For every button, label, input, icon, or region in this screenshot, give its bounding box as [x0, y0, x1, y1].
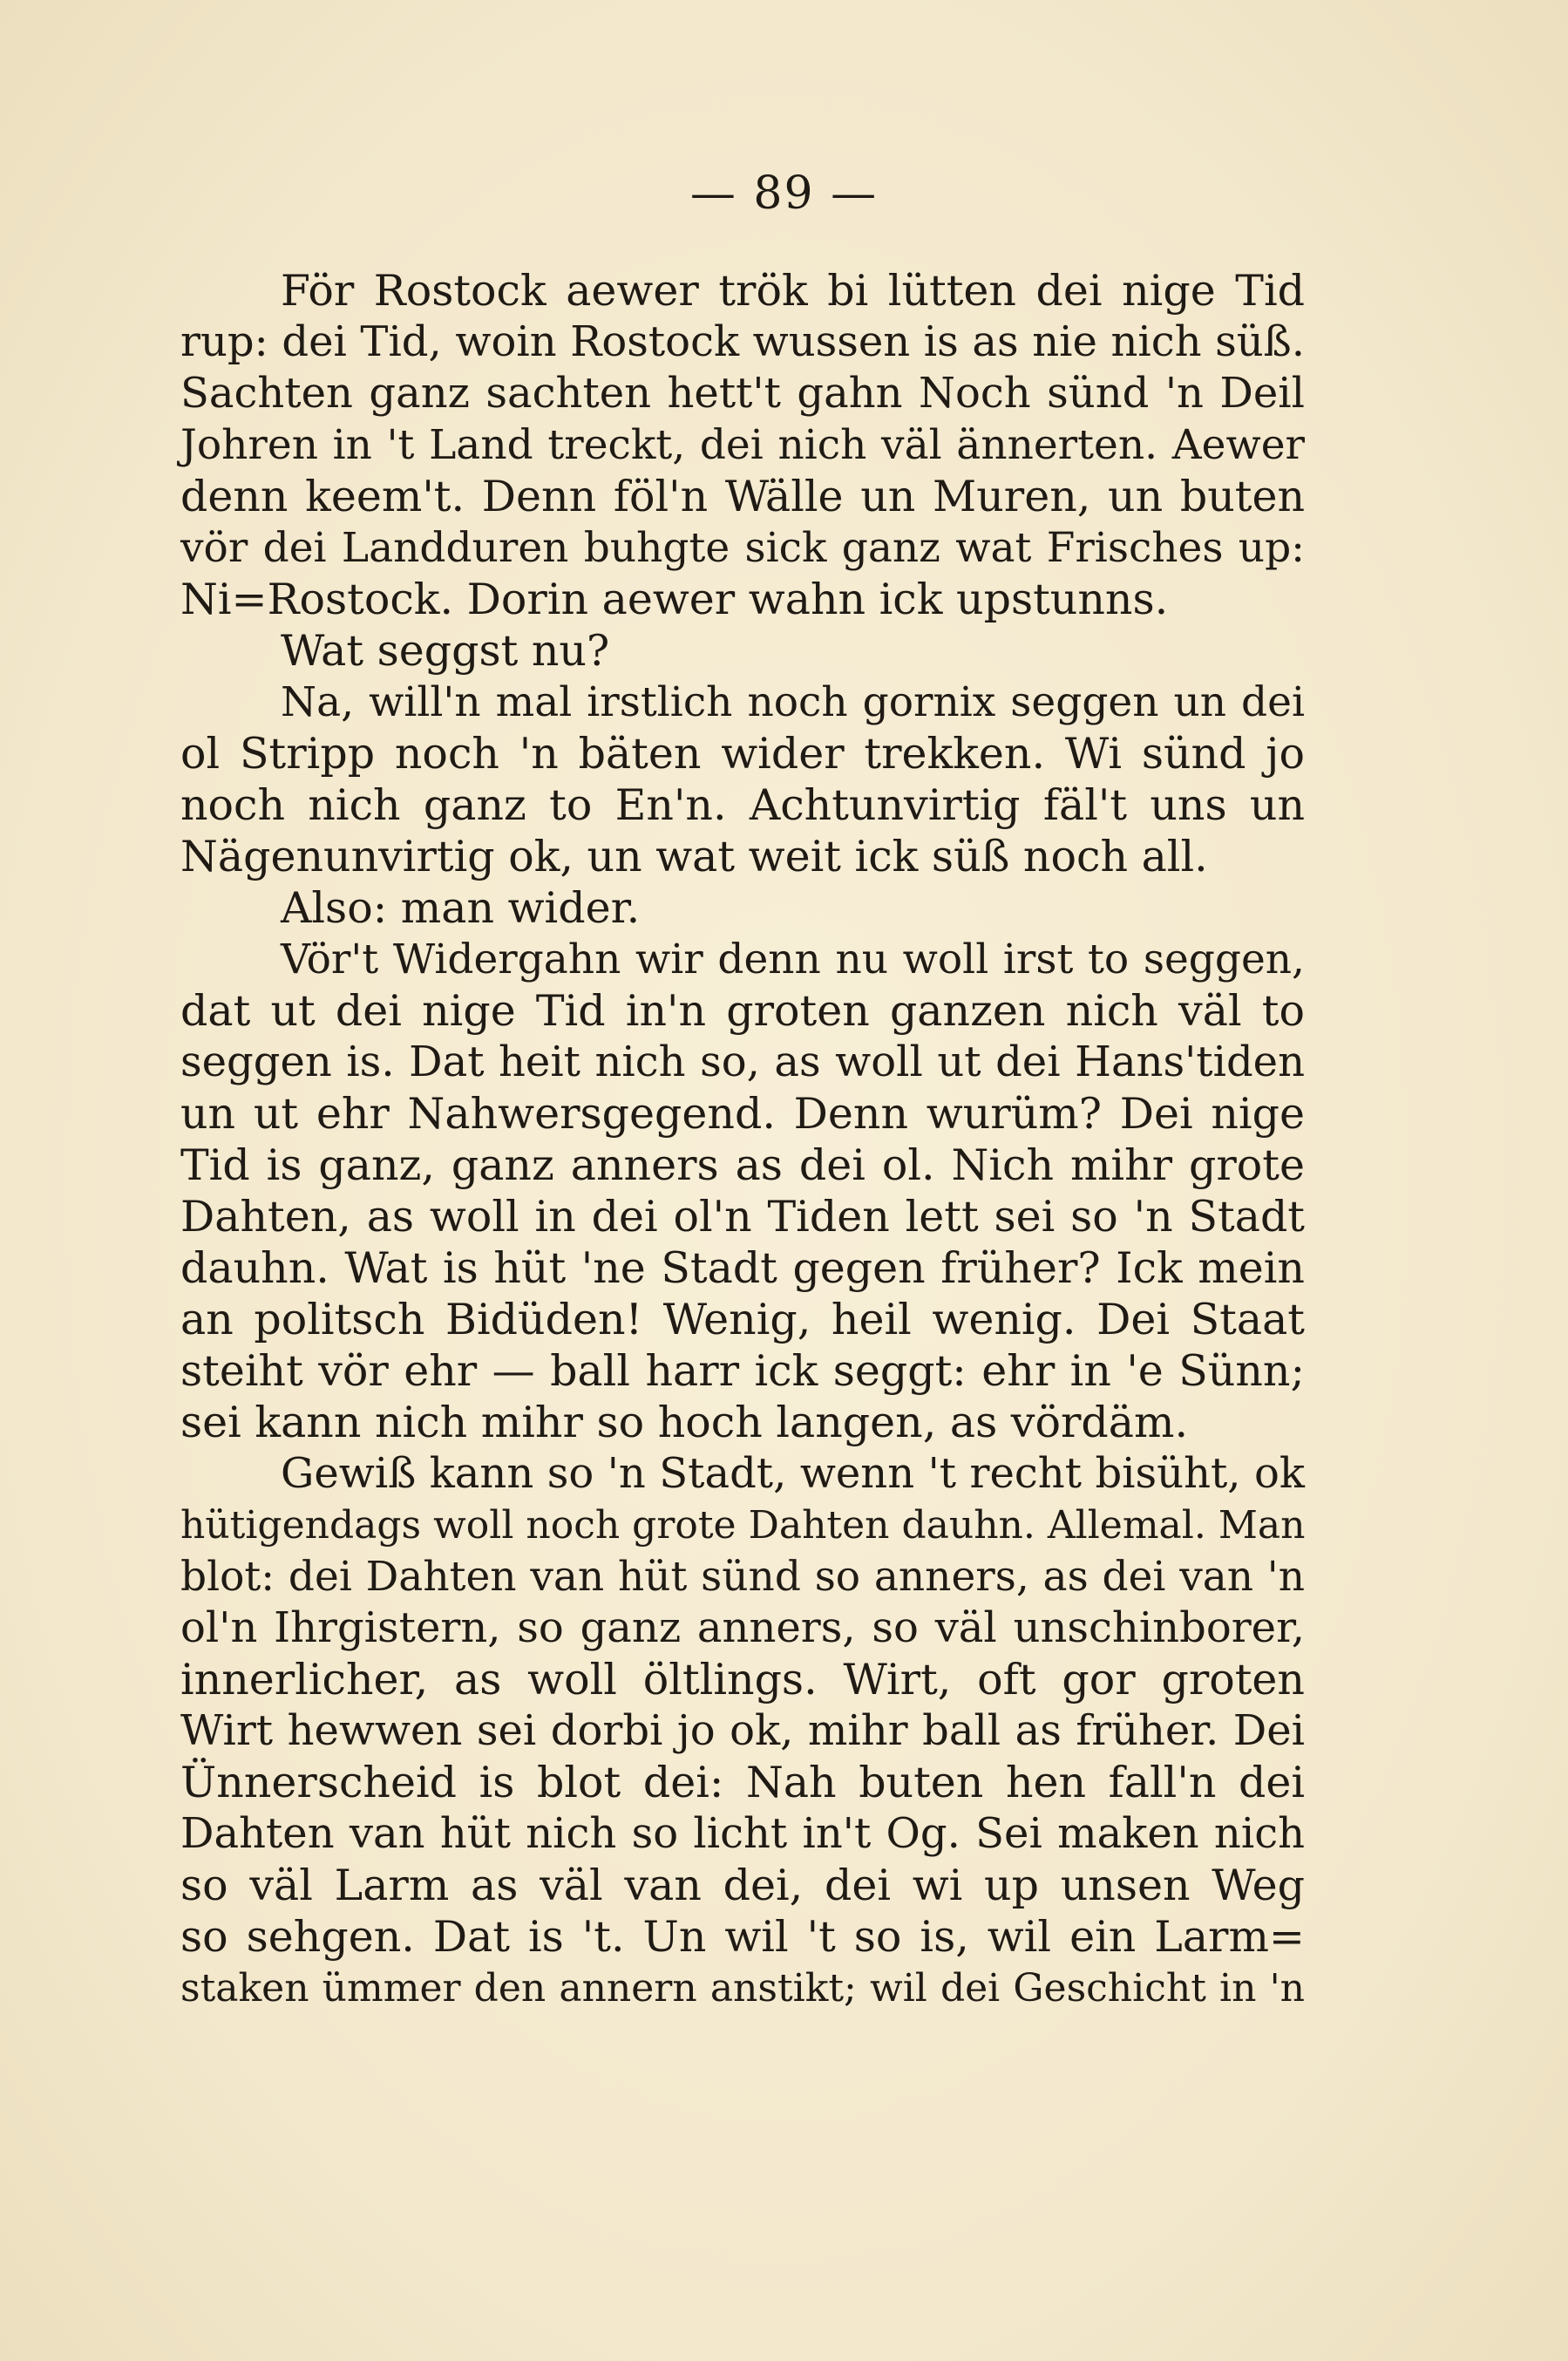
text-line: Gewiß kann so 'n Stadt, wenn 't recht bisüht, ok [281, 1449, 1305, 1498]
text-line: so väl Larm as väl van dei, dei wi up unsen Weg [180, 1861, 1305, 1910]
text-line: blot: dei Dahten van hüt sünd so anners, as dei van 'n [180, 1553, 1305, 1601]
text-line: staken ümmer den annern anstikt; wil dei Geschicht in 'n [180, 1966, 1305, 2011]
text-line: Wat seggst nu? [281, 626, 610, 676]
text-line: Vör't Widergahn wir denn nu woll irst to seggen, [281, 936, 1305, 983]
text-line: Also: man wider. [281, 883, 641, 933]
text-line: rup: dei Tid, woin Rostock wussen is as nie nich süß. [180, 317, 1305, 366]
text-line: noch nich ganz to En'n. Achtunvirtig fäl't uns un [180, 780, 1305, 830]
text-line: dauhn. Wat is hüt 'ne Stadt gegen früher? Ick mein [180, 1243, 1305, 1293]
text-line: Tid is ganz, ganz anners as dei ol. Nich mihr grote [180, 1140, 1305, 1190]
page-number: — 89 — [689, 167, 879, 220]
text-line: Ünnerscheid is blot dei: Nah buten hen fall'n dei [180, 1758, 1305, 1807]
text-line: innerlicher, as woll öltlings. Wirt, oft gor groten [180, 1655, 1305, 1704]
body-text [180, 265, 1305, 2014]
text-line: so sehgen. Dat is 't. Un wil 't so is, wil ein Larm= [180, 1912, 1305, 1962]
text-line: Ni=Rostock. Dorin aewer wahn ick upstunns. [180, 575, 1169, 624]
text-line: ol'n Ihrgistern, so ganz anners, so väl unschinborer, [180, 1603, 1305, 1652]
text-line: Dahten, as woll in dei ol'n Tiden lett sei so 'n Stadt [180, 1192, 1305, 1242]
text-line: un ut ehr Nahwersgegend. Denn wurüm? Dei nige [180, 1089, 1305, 1139]
text-line: För Rostock aewer trök bi lütten dei nige Tid [281, 266, 1305, 316]
text-line: an politsch Bidüden! Wenig, heil wenig. Dei Staat [180, 1295, 1305, 1344]
text-line: dat ut dei nige Tid in'n groten ganzen nich väl to [180, 986, 1305, 1036]
text-line: Johren in 't Land treckt, dei nich väl ännerten. Aewer [180, 421, 1305, 469]
text-line: steiht vör ehr — ball harr ick seggt: ehr in 'e Sünn; [180, 1346, 1305, 1396]
text-line: denn keem't. Denn föl'n Wälle un Muren, un buten [180, 472, 1305, 521]
text-line: sei kann nich mihr so hoch langen, as vördäm. [180, 1398, 1189, 1447]
text-line: vör dei Landduren buhgte sick ganz wat Frisches up: [180, 524, 1305, 572]
text-line: Sachten ganz sachten hett't gahn Noch sünd 'n Deil [180, 369, 1305, 418]
text-line: ol Stripp noch 'n bäten wider trekken. Wi sünd jo [180, 729, 1305, 779]
text-line: Na, will'n mal irstlich noch gornix seggen un dei [281, 678, 1305, 726]
text-line: Dahten van hüt nich so licht in't Og. Sei maken nich [180, 1809, 1305, 1858]
text-line: hütigendags woll noch grote Dahten dauhn. Allemal. Man [180, 1503, 1306, 1548]
text-line: Wirt hewwen sei dorbi jo ok, mihr ball as früher. Dei [180, 1706, 1305, 1755]
text-line: Nägenunvirtig ok, un wat weit ick süß noch all. [180, 832, 1208, 881]
text-line: seggen is. Dat heit nich so, as woll ut dei Hans'tiden [180, 1038, 1305, 1086]
